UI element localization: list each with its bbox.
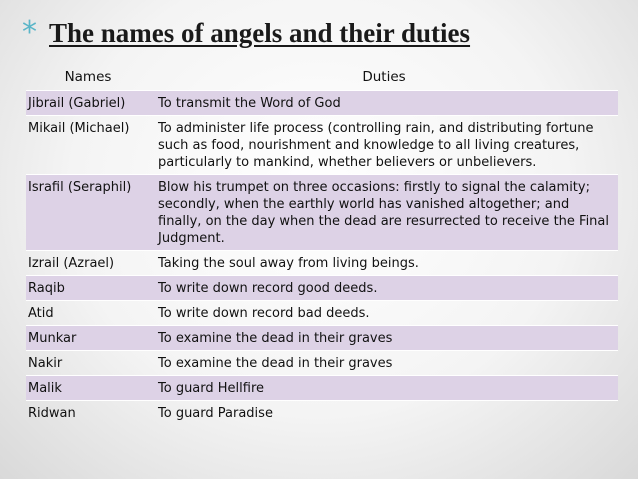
angel-duty-cell: To transmit the Word of God: [150, 91, 618, 116]
table-body: [26, 91, 618, 426]
angel-name-cell: Izrail (Azrael): [26, 251, 150, 276]
angel-name-cell: Mikail (Michael): [26, 116, 150, 175]
table-row: [26, 401, 618, 426]
table-header-row: [26, 64, 618, 91]
angel-name-cell: Jibrail (Gabriel): [26, 91, 150, 116]
angel-name-cell: Nakir: [26, 351, 150, 376]
table-row: [26, 376, 618, 401]
angel-name-cell: Israfil (Seraphil): [26, 175, 150, 251]
angel-duty-cell: To administer life process (controlling rain, and distributing fortune such as food, nourishment and knowledge to all living creatures, particularly to mankind, whether believers or unbelievers.: [150, 116, 618, 175]
angel-name-cell: Malik: [26, 376, 150, 401]
angel-duty-cell: To guard Paradise: [150, 401, 618, 426]
angel-name-cell: Atid: [26, 301, 150, 326]
angel-duty-cell: Taking the soul away from living beings.: [150, 251, 618, 276]
asterisk-bullet-icon: *: [22, 15, 37, 50]
angel-duty-cell: To guard Hellfire: [150, 376, 618, 401]
angel-duty-cell: To write down record good deeds.: [150, 276, 618, 301]
angels-table: [26, 64, 618, 425]
header-names: Names: [64, 69, 112, 85]
angel-name-cell: Munkar: [26, 326, 150, 351]
angel-duty-cell: To examine the dead in their graves: [150, 326, 618, 351]
table-row: [26, 351, 618, 376]
angel-duty-cell: To write down record bad deeds.: [150, 301, 618, 326]
table-row: [26, 91, 618, 116]
angel-duty-cell: To examine the dead in their graves: [150, 351, 618, 376]
table-row: [26, 175, 618, 251]
angel-duty-cell: Blow his trumpet on three occasions: firstly to signal the calamity; secondly, when the earthly world has vanished altogether; and finally, on the day when the dead are resurrected to receive the Final Judgment.: [150, 175, 618, 251]
angel-name-cell: Ridwan: [26, 401, 150, 426]
table-row: [26, 301, 618, 326]
header-duties: Duties: [362, 69, 406, 85]
table-row: [26, 116, 618, 175]
angel-name-cell: Raqib: [26, 276, 150, 301]
table-row: [26, 326, 618, 351]
slide-title: The names of angels and their duties: [49, 18, 471, 48]
table-row: [26, 251, 618, 276]
table-row: [26, 276, 618, 301]
title-row: [22, 15, 471, 50]
